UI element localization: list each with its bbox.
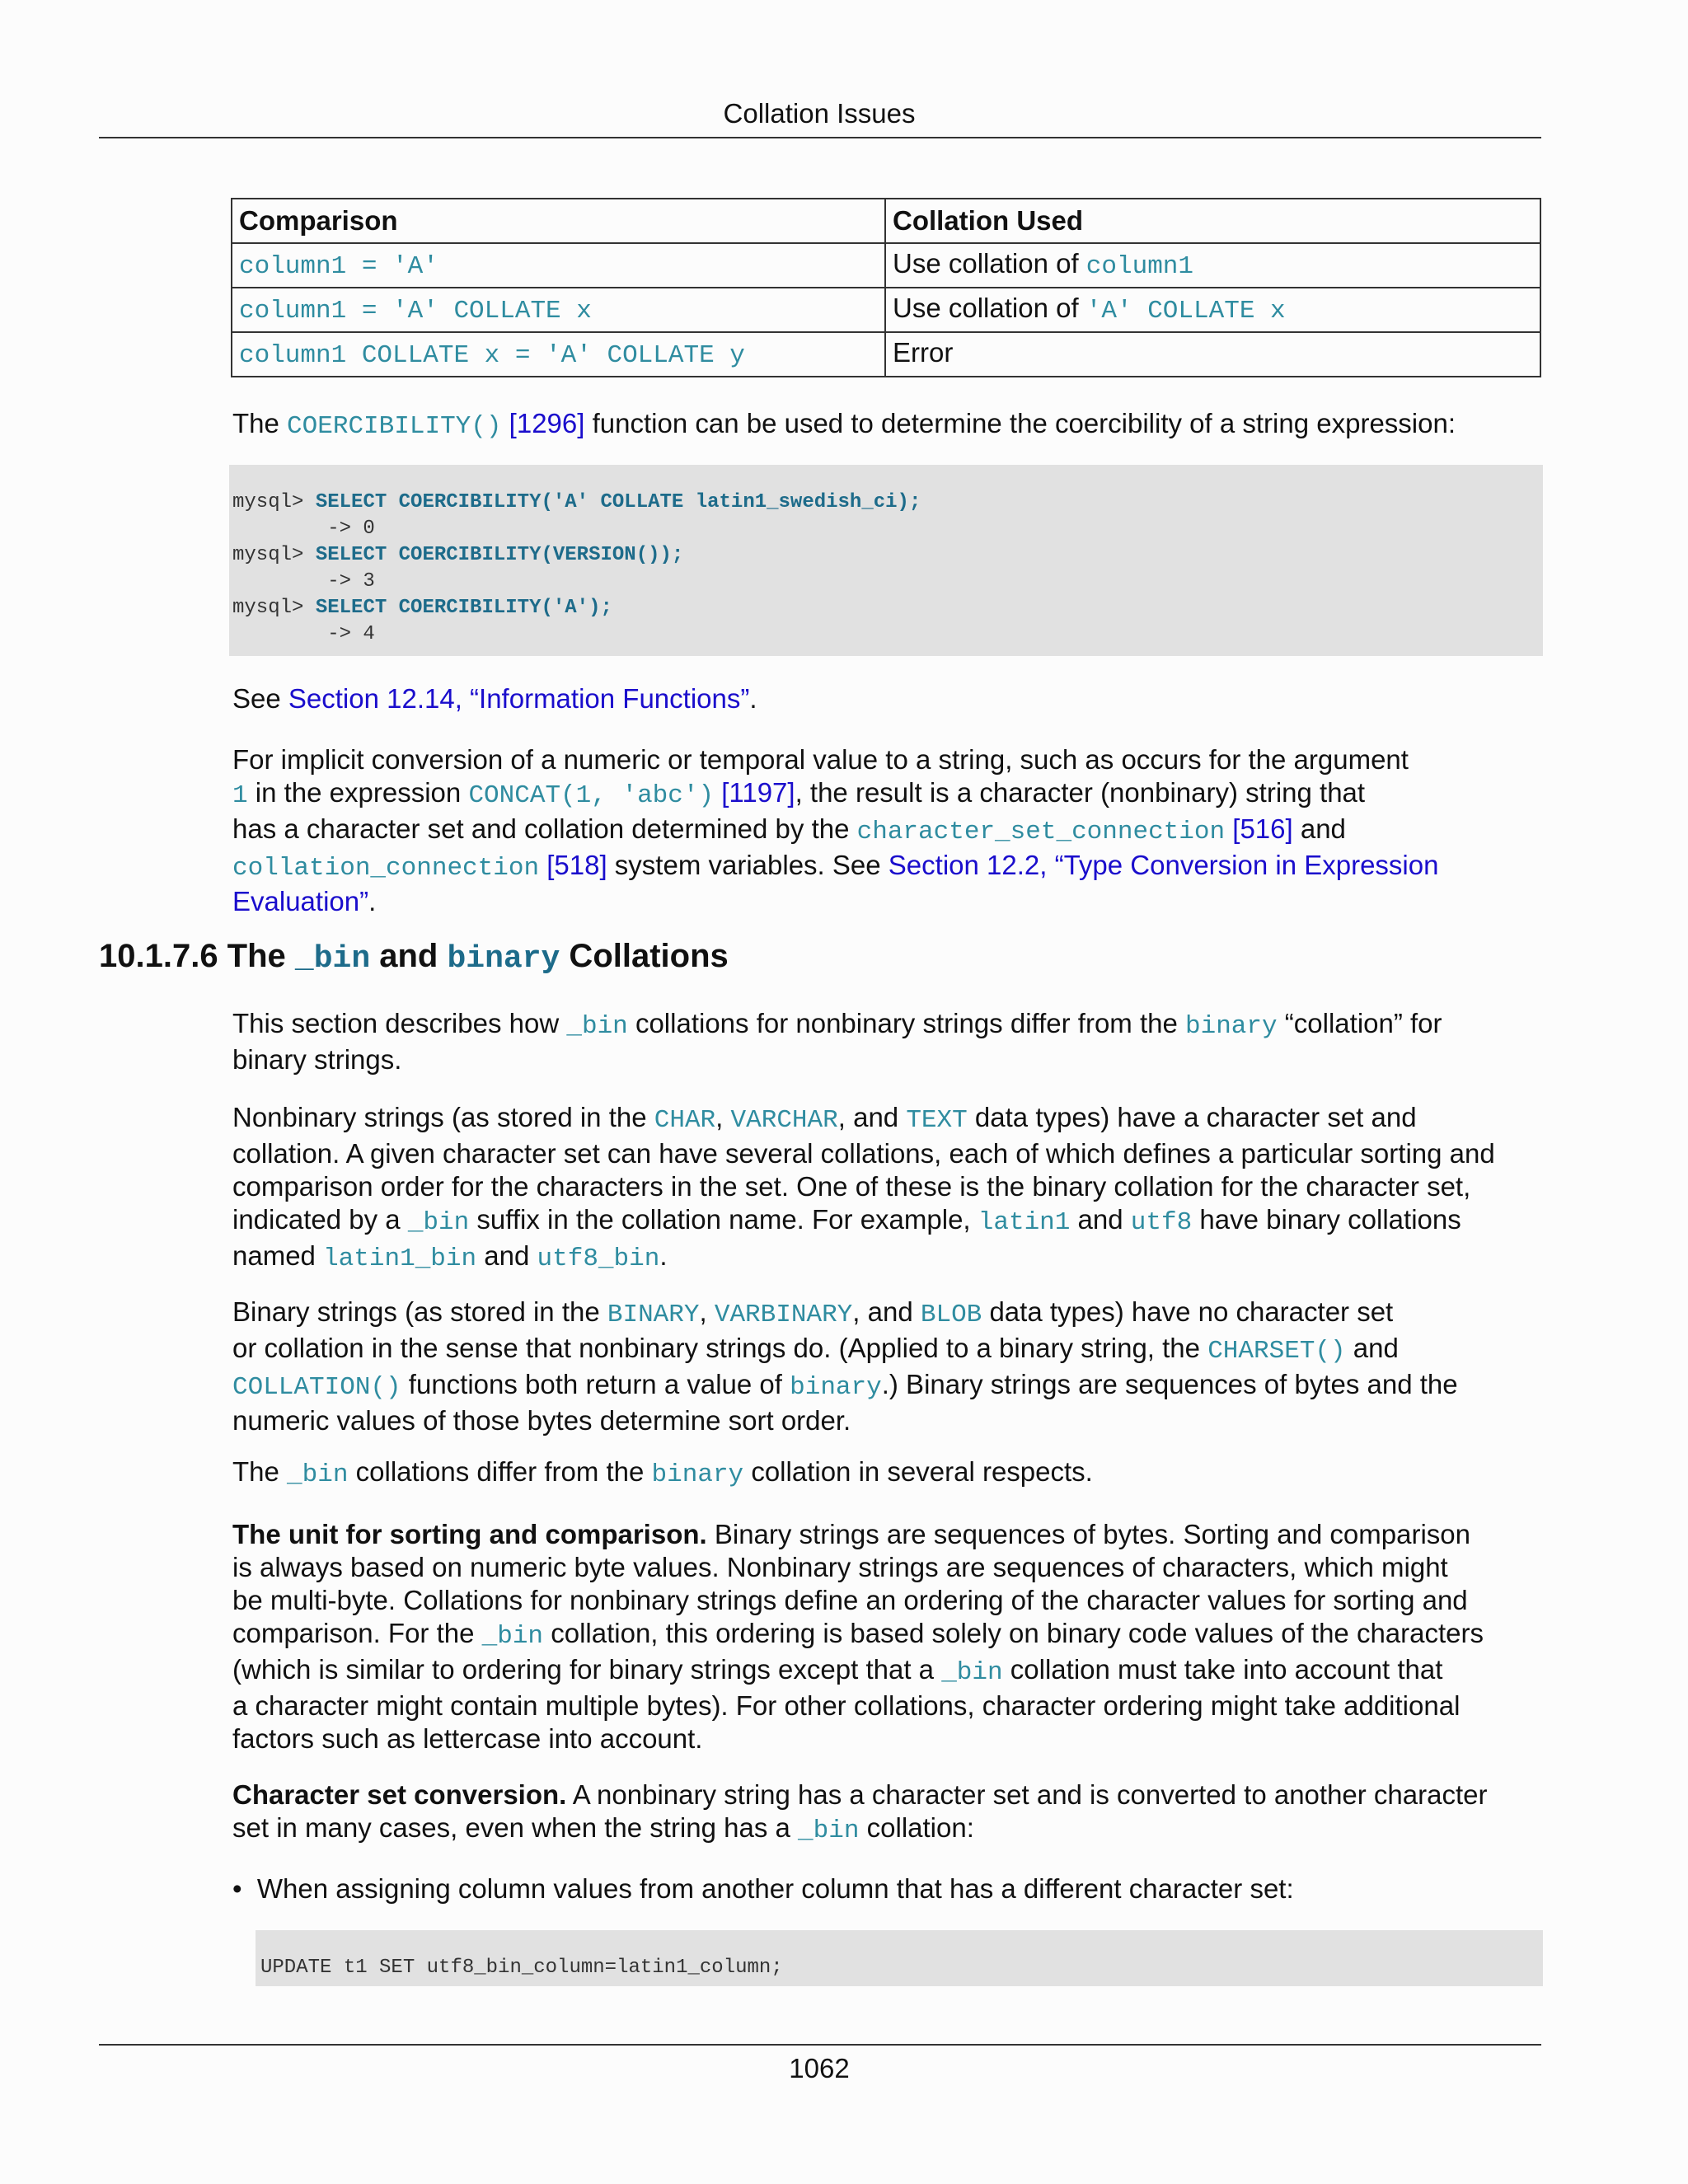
binary-strings-paragraph: Binary strings (as stored in the BINARY, VARBINARY, and BLOB data types) have no character set or collation in the sense that nonbinary strings do. (Applied to a binary string, the CHARSET() and COLLATION() functions both return a value of binary.) Binary strings are sequences of bytes and the numeric values of those bytes determine sort order. [232,1296,1458,1436]
type-conversion-link-cont[interactable]: Evaluation” [232,886,369,916]
ref-link-1197[interactable]: [1197] [721,777,795,808]
coercibility-function-link[interactable]: COERCIBILITY() [287,412,502,441]
collation-function-link[interactable]: COLLATION() [232,1373,401,1402]
comparison-cell: column1 = 'A' COLLATE x [232,288,885,332]
character-set-connection-link[interactable]: character_set_connection [856,818,1226,846]
page-header: Collation Issues [723,98,916,129]
code-result: -> 0 [232,518,375,540]
table-header-row [232,199,1540,243]
ref-link-516[interactable]: [516] [1232,813,1293,844]
implicit-conversion-paragraph: For implicit conversion of a numeric or temporal value to a string, such as occurs for the argument 1 in the expression CONCAT(1, 'abc') [1197], the result is a character (nonbinary) string that has a character set and collation determined by the character_set_connection [516] and collation_connection [518] system variables. See Section 12.2, “Type Conversion in Expression Evaluation”. [232,744,1439,916]
table-row [232,243,1540,288]
bullet-item: • When assigning column values from another column that has a different character set: [232,1873,1294,1904]
blob-type-link[interactable]: BLOB [920,1301,982,1329]
charset-conversion-paragraph: Character set conversion. A nonbinary string has a character set and is converted to another character set in many cases, even when the string has a _bin collation: [232,1779,1488,1845]
page-number: 1062 [789,2053,850,2083]
see-paragraph: See Section 12.14, “Information Functions”. [232,683,757,714]
info-functions-link[interactable]: Section 12.14, “Information Functions” [288,683,750,714]
concat-function-link[interactable]: CONCAT(1, 'abc') [468,781,715,810]
nonbinary-strings-paragraph: Nonbinary strings (as stored in the CHAR, VARCHAR, and TEXT data types) have a character set and collation. A given character set can have several collations, each of which defines a particular sorting and comparison order for the characters in the set. One of these is the binary collation for the character set, indicated by a _bin suffix in the collation name. For example, latin1 and utf8 have binary collations named latin1_bin and utf8_bin. [232,1102,1495,1273]
char-type-link[interactable]: CHAR [654,1106,716,1135]
footer-rule [99,2044,1541,2046]
table-row [232,332,1540,377]
comparison-cell: column1 = 'A' [232,243,885,288]
charset-function-link[interactable]: CHARSET() [1207,1337,1346,1366]
collation-used-cell: Use collation of column1 [885,243,1540,288]
section-description-paragraph: This section describes how _bin collations for nonbinary strings differ from the binary “collation” for binary strings. [232,1008,1442,1075]
comparison-cell: column1 COLLATE x = 'A' COLLATE y [232,332,885,377]
code-line: mysql> SELECT COERCIBILITY('A'); [232,597,612,619]
column-header: Collation Used [885,199,1540,243]
bullet-mark: • [232,1873,242,1904]
code-line: mysql> SELECT COERCIBILITY(VERSION()); [232,544,684,566]
ref-link-1296[interactable]: [1296] [509,408,585,438]
section-heading: 10.1.7.6 The _bin and binary Collations [99,938,729,977]
collation-used-cell: Use collation of 'A' COLLATE x [885,288,1540,332]
differ-paragraph: The _bin collations differ from the binary collation in several respects. [232,1456,1093,1489]
table-row [232,288,1540,332]
code-result: -> 4 [232,623,375,645]
ref-link-518[interactable]: [518] [546,850,607,880]
collation-connection-link[interactable]: collation_connection [232,854,540,883]
code-result: -> 3 [232,570,375,593]
binary-type-link[interactable]: BINARY [607,1301,700,1329]
code-line: mysql> SELECT COERCIBILITY('A' COLLATE latin1_swedish_ci); [232,491,921,513]
collation-table [231,198,1541,377]
unit-sorting-paragraph: The unit for sorting and comparison. Binary strings are sequences of bytes. Sorting and comparison is always based on numeric byte values. Nonbinary strings are sequences of characters, which might be multi-byte. Collations for nonbinary strings define an ordering of the character values for sorting and comparison. For the _bin collation, this ordering is based solely on binary code values of the characters (which is similar to ordering for binary strings except that a _bin collation must take into account that a character might contain multiple bytes). For other collations, character ordering might take additional factors such as lettercase into account. [232,1519,1484,1754]
type-conversion-link[interactable]: Section 12.2, “Type Conversion in Expression [888,850,1439,880]
collation-used-cell: Error [885,332,1540,377]
varbinary-type-link[interactable]: VARBINARY [714,1301,853,1329]
header-rule [99,137,1541,138]
column-header: Comparison [232,199,885,243]
varchar-type-link[interactable]: VARCHAR [730,1106,838,1135]
code-block-coercibility [229,465,1543,656]
coercibility-paragraph: The COERCIBILITY() [1296] function can be used to determine the coercibility of a string expression: [232,408,1456,441]
code-block-update: UPDATE t1 SET utf8_bin_column=latin1_column; [256,1930,1543,1986]
text-type-link[interactable]: TEXT [906,1106,968,1135]
